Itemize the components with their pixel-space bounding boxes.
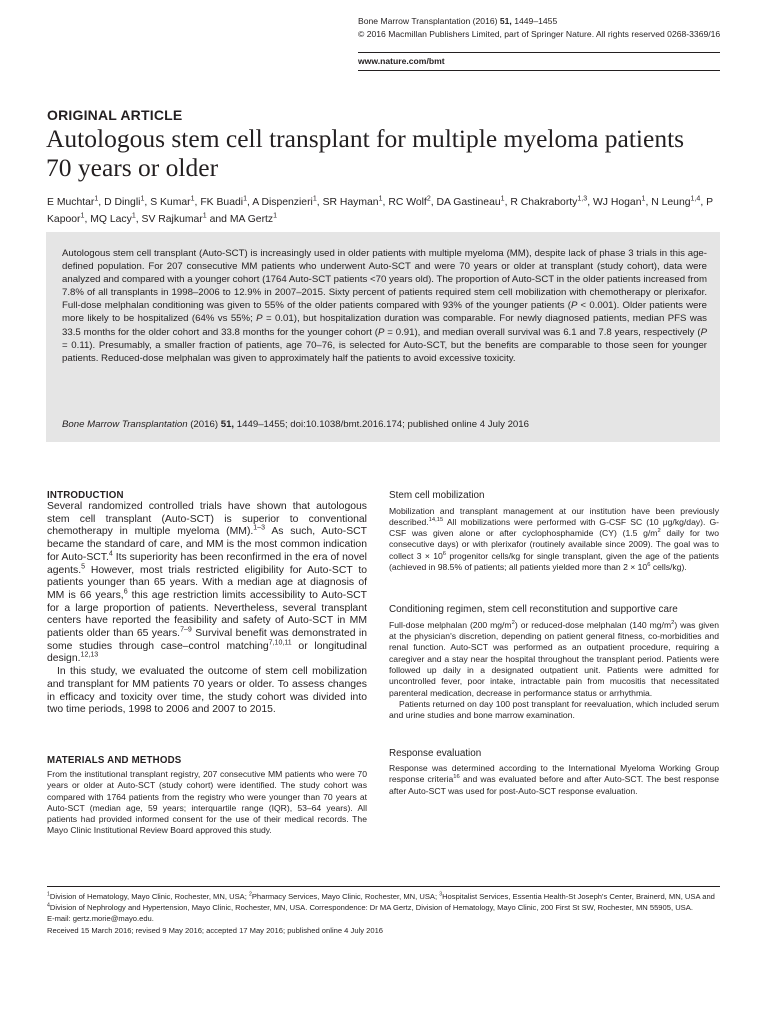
conditioning-heading: Conditioning regimen, stem cell reconstitution and supportive care (389, 604, 678, 616)
author-name: MA Gertz (229, 213, 274, 225)
author-affiliation: 1 (140, 195, 145, 203)
introduction-heading: INTRODUCTION (47, 490, 124, 501)
author-affiliation: 1 (202, 212, 207, 220)
author-affiliation: 1 (312, 195, 317, 203)
author-name: FK Buadi (200, 197, 244, 208)
affiliations-text: $^1$Division of Hematology, Mayo Clinic, Rochester, MN, USA; $^2$Pharmacy Services, Mayo Clinic, Rochester, MN, USA; $^3$Hospitalist Services, Essentia Health-St Joseph's Center, Brainerd, MN, USA and $^4$Division of Nephrology and Hypertension, Mayo Clinic, Rochester, MN, USA. Correspondence: Dr MA Gertz, Division of Hematology, Mayo Clinic, 200 First St SW, Rochester, MN 55905, USA. (47, 891, 715, 913)
article-citation: Bone Marrow Transplantation (2016) 51, 1449–1455; doi:10.1038/bmt.2016.174; published online 4 July 2016 (62, 419, 529, 430)
journal-citation-line: Bone Marrow Transplantation (2016) 51, 1449–1455 (358, 16, 558, 26)
author-name: SV Rajkumar (141, 213, 203, 225)
mobilization-heading: Stem cell mobilization (389, 490, 485, 501)
title-line-1: Autologous stem cell transplant for multiple myeloma patients (46, 124, 685, 153)
received-dates: Received 15 March 2016; revised 9 May 2016; accepted 17 May 2016; published online 4 July 2016 (47, 925, 384, 935)
author-name: RC Wolf (388, 197, 427, 208)
author-name: S Kumar (150, 197, 191, 208)
author-name: D Dingli (104, 197, 141, 208)
author-name: A Dispenzieri (252, 197, 313, 208)
conditioning-paragraph-1: Full-dose melphalan (200 $mg/m^2$) or reduced-dose melphalan (140 $mg/m^2$) was given at the physician's discretion, depending on patient general fitness, co-morbidities and renal function. Auto-SCT was performed as an outpatient procedure, requiring a caregiver and a stay near the hospital throughout the transplant period. Patients were followed up daily in a designated outpatient unit. Patients were admitted for uncontrolled fever, poor intake, intractable pain from mucositis that necessitated parenteral medication, decrease in performance status or arrhythmia. (389, 619, 719, 698)
correspondence-email: E-mail: gertz.morie@mayo.edu. (47, 914, 154, 924)
author-affiliation: 1 (94, 195, 99, 203)
author-name: N Leung (651, 197, 691, 208)
header-divider-2 (358, 70, 720, 71)
author-affiliation: 1 (500, 195, 505, 203)
author-affiliation: 1 (190, 195, 195, 203)
response-paragraph: Response was determined according to the International Myeloma Working Group response criteria$^{16}$ and was evaluated before and after Auto-SCT. The best response after Auto-SCT was used for post-Auto-SCT response evaluation. (389, 762, 720, 796)
author-affiliation: 1 (131, 212, 136, 220)
footer-divider (47, 886, 720, 887)
author-name: DA Gastineau (436, 197, 501, 208)
header-divider (358, 52, 720, 53)
conditioning-paragraph-2: Patients returned on day 100 post transplant for reevaluation, which included serum and urine studies and bone marrow examination. (389, 698, 719, 721)
author-affiliation: 1 (273, 212, 278, 220)
author-list: E Muchtar$^1$, D Dingli$^1$, S Kumar$^1$, FK Buadi$^1$, A Dispenzieri$^1$, SR Hayman$^1$, RC Wolf$^2$, DA Gastineau$^1$, R Chakraborty$^{1,3}$, WJ Hogan$^1$, N Leung$^{1,4}$, P Kapoor$^1$, MQ Lacy$^1$, SV Rajkumar$^1$ and MA Gertz$^1$ (47, 195, 713, 225)
mobilization-paragraph: Mobilization and transplant management at our institution have been previously described.$^{14,15}$ All mobilizations were performed with G-CSF SC (10 μg/kg/day). G-CSF was given alone or after cyclophosphamide (CY) (1.5 $g/m^2$ daily for two consecutive days) or with plerixafor (routinely available since 2009). The goal was to collect $3 \times 10^6$ progenitor cells/kg for single transplant, given the age of the patients (achieved in 98.5% of patients; all patients yielded more than $2 \times 10^6$ cells/kg). (389, 505, 719, 572)
affiliations-footer (47, 891, 720, 936)
author-affiliation: 2 (426, 195, 431, 203)
methods-heading: MATERIALS AND METHODS (47, 754, 182, 766)
journal-url-link[interactable]: www.nature.com/bmt (358, 56, 445, 66)
response-heading: Response evaluation (389, 748, 482, 760)
article-type: ORIGINAL ARTICLE (47, 107, 183, 123)
introduction-paragraph-1: Several randomized controlled trials have shown that autologous stem cell transplant (Auto-SCT) is superior to conventional chemotherapy in multiple myeloma (MM).$^{1-3}$ As such, Auto-SCT became the standard of care, and MM is the most common indication for Auto-SCT.$^4$ Its superiority has been reconfirmed in the era of novel agents.$^5$ However, most trials restricted eligibility for Auto-SCT to patients younger than 65 years. With a median age at diagnosis of MM is 66 years,$^6$ this age restriction limits accessibility to Auto-SCT for a large proportion of patients. Nevertheless, several transplant centers have reported the feasibility and safety of Auto-SCT in MM patients older than 65 years.$^{7-9}$ Survival benefit was demonstrated in some studies through case–control matching$^{7,10,11}$ or longitudinal design.$^{12,13}$ (47, 501, 368, 665)
author-affiliation: 1 (378, 195, 383, 203)
author-affiliation: 1 (80, 212, 85, 220)
left-column (47, 490, 367, 837)
abstract-text: Autologous stem cell transplant (Auto-SCT) is increasingly used in older patients with multiple myeloma (MM), despite lack of phase 3 trials in this age-defined population. For 207 consecutive MM patients who underwent Auto-SCT and were 70 years or older at transplant (study cohort), data were analyzed and compared with a younger cohort (1764 Auto-SCT patients <70 years old). The proportion of Auto-SCT in the older patients increased from 7.8% of all transplants in 1998–2006 to 12.9% in 2007–2015. Sixty percent of patients required stem cell mobilization with chemotherapy or plerixafor. Full-dose melphalan conditioning was given to 55% of the older patients compared with 93% of the younger patients (P < 0.001). Older patients were more likely to be hospitalized (64% vs 55%; P = 0.01), but hospitalization duration was comparable. For newly diagnosed patients, median PFS was 33.5 months for the older cohort and 33.8 months for the younger cohort (P = 0.91), and median overall survival was 6.1 and 7.8 years, respectively (P = 0.11). Presumably, a smaller fraction of patients, age 70–76, is selected for Auto-SCT, but the benefits are comparable to those seen for younger patients. Reduced-dose melphalan was given to approximately half the patients to avoid excessive toxicity. (62, 248, 707, 364)
title-line-2: 70 years or older (46, 153, 219, 182)
author-affiliation: 1,4 (690, 195, 701, 203)
copyright-line: © 2016 Macmillan Publishers Limited, part of Springer Nature. All rights reserved 0268-3369/16 (358, 28, 721, 39)
introduction-paragraph-2: In this study, we evaluated the outcome of stem cell mobilization and transplant for MM patients 70 years or older. To assess changes in efficacy and toxicity over time, the study cohort was divided into two time periods, 1998 to 2006 and 2007 to 2015. (47, 666, 367, 716)
author-name: P Kapoor (47, 197, 713, 225)
author-name: SR Hayman (322, 197, 379, 208)
author-and: and (206, 213, 230, 225)
author-name: WJ Hogan (592, 197, 642, 208)
journal-header (358, 15, 758, 40)
author-affiliation: 1 (641, 195, 646, 203)
author-name: E Muchtar (47, 197, 95, 208)
right-column (389, 490, 719, 797)
author-affiliation: 1,3 (577, 195, 588, 203)
author-affiliation: 1 (243, 195, 248, 203)
article-title (46, 124, 726, 182)
author-name: R Chakraborty (510, 197, 578, 208)
author-name: MQ Lacy (90, 213, 132, 225)
methods-paragraph-1: From the institutional transplant registry, 207 consecutive MM patients who were 70 years or older at Auto-SCT (study cohort) were identified. The study cohort was compared with 1764 patients from the registry who were younger than 70 years at Auto-SCT (median age, 59 years; interquartile range (IQR), 53–64 years). All patients had provided informed consent for the use of their medical records. The Mayo Clinic Institutional Review Board approved this study. (47, 768, 367, 836)
